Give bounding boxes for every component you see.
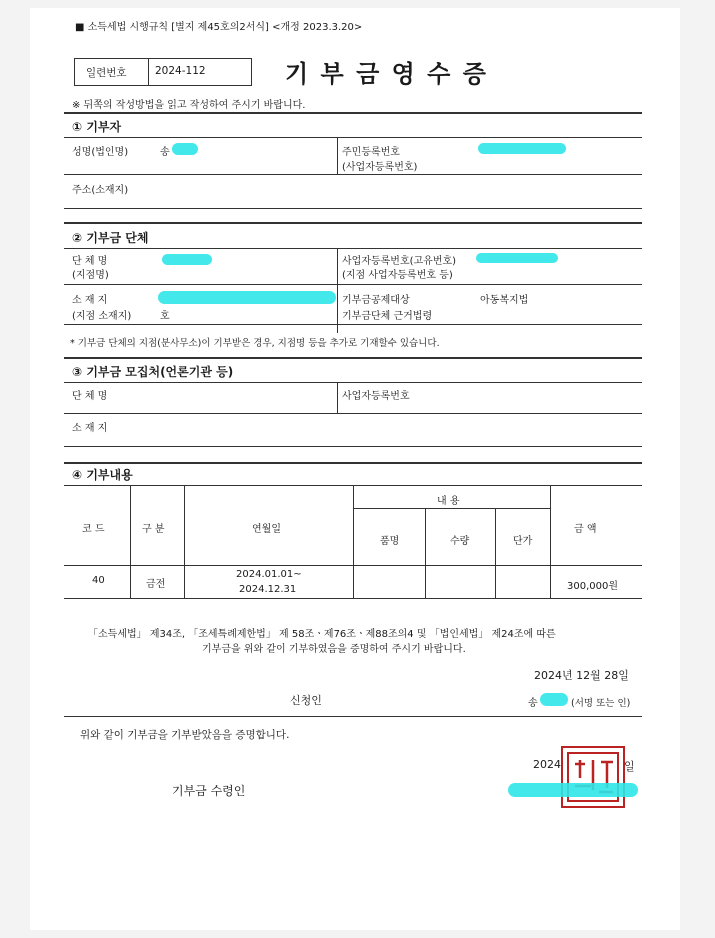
redaction-mark [478,143,566,154]
certify-text-2: 기부금을 위와 같이 기부하였음을 증명하여 주시기 바랍니다. [202,644,466,655]
col-date-header: 연월일 [252,524,281,535]
sign-note: (서명 또는 인) [571,698,631,709]
org-target-label: 기부금공제대상 [342,295,410,306]
org-name-label-2: (지점명) [72,270,109,281]
row-date-2: 2024.12.31 [239,584,297,595]
row-type: 금전 [146,579,166,590]
donor-name-value: 송 [160,147,170,158]
col-type-header: 구 분 [142,524,165,535]
col-item-header: 품명 [380,536,400,547]
org-name-label-1: 단 체 명 [72,256,108,267]
donor-id-label-2: (사업자등록번호) [342,162,418,173]
col-amount-header: 금 액 [574,524,597,535]
recipient-label: 기부금 수령인 [172,784,246,798]
row-amount: 300,000원 [567,581,619,592]
col-code-header: 코 드 [82,524,105,535]
receipt-text: 위와 같이 기부금을 기부받았음을 증명합니다. [80,729,290,741]
org-note: * 기부금 단체의 지점(분사무소)이 기부받은 경우, 지점명 등을 추가로 기재할수 있습니다. [70,338,440,349]
agency-name-label: 단 체 명 [72,391,108,402]
regulation-text: ■ 소득세법 시행규칙 [별지 제45호의2서식] <개정 2023.3.20> [75,22,363,33]
certify-date: 2024년 12월 28일 [534,669,629,682]
document-title: 기 부 금 영 수 증 [285,60,488,88]
redaction-mark [540,693,568,706]
org-loc-label-1: 소 재 지 [72,295,108,306]
agency-loc-label: 소 재 지 [72,423,108,434]
org-basis-label: 기부금단체 근거법령 [342,311,433,322]
row-date-1: 2024.01.01~ [236,569,302,580]
org-target-value: 아동복지법 [480,295,529,306]
redaction-mark [162,254,212,265]
redaction-mark [172,143,198,155]
row-code: 40 [92,575,105,586]
col-detail-header: 내 용 [437,496,460,507]
org-biz-label-2: (지점 사업자등록번호 등) [342,270,453,281]
org-loc-value: 호 [160,311,170,322]
agency-section-title: ③ 기부금 모집처(언론기관 등) [72,365,234,379]
col-qty-header: 수량 [450,536,470,547]
serial-label: 일련번호 [86,67,127,79]
seal-stamp [561,746,625,808]
org-section-title: ② 기부금 단체 [72,231,149,245]
receipt-suffix: 일 [624,760,635,773]
donor-name-label: 성명(법인명) [72,147,129,158]
org-biz-label-1: 사업자등록번호(고유번호) [342,256,457,267]
applicant-name: 송 [528,698,538,709]
redaction-mark [476,253,558,263]
redaction-mark [508,783,638,797]
receipt-year: 2024 [533,758,561,771]
serial-value: 2024-112 [155,65,206,77]
org-loc-label-2: (지점 소재지) [72,311,132,322]
applicant-label: 신청인 [290,694,322,707]
col-price-header: 단가 [513,536,533,547]
donor-id-label-1: 주민등록번호 [342,147,400,158]
certify-text-1: 「소득세법」 제34조, 「조세특례제한법」 제 58조ㆍ제76조ㆍ제88조의4 및 「법인세법」 제24조에 따른 [88,629,556,640]
content-section-title: ④ 기부내용 [72,468,133,482]
agency-biz-label: 사업자등록번호 [342,391,410,402]
donor-section-title: ① 기부자 [72,120,122,134]
notice-text: ※ 뒤쪽의 작성방법을 읽고 작성하여 주시기 바랍니다. [72,100,306,111]
donor-address-label: 주소(소재지) [72,185,129,196]
redaction-mark [158,291,336,304]
